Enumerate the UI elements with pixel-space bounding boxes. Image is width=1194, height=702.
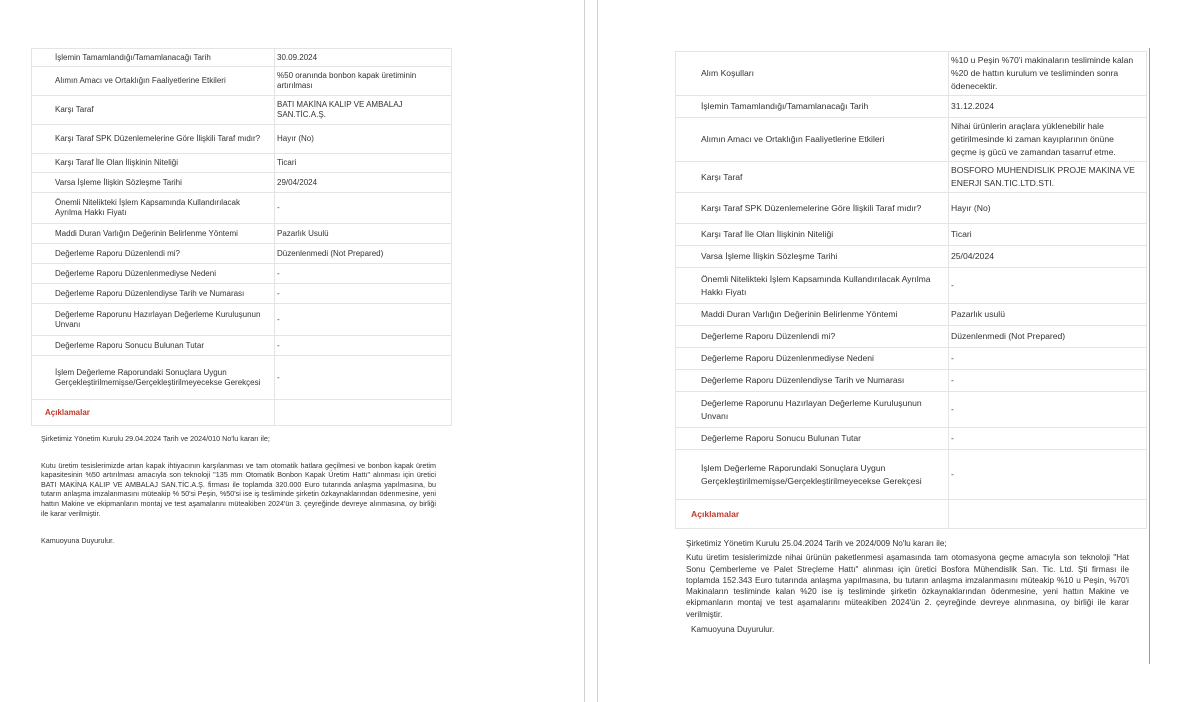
field-label: Alımın Amacı ve Ortaklığın Faaliyetlerine Etkileri xyxy=(676,118,949,162)
table-row xyxy=(676,268,1147,304)
field-label: Maddi Duran Varlığın Değerinin Belirlenme Yöntemi xyxy=(32,224,275,244)
field-value: Düzenlenmedi (Not Prepared) xyxy=(949,326,1147,348)
right-panel-border xyxy=(1149,48,1150,664)
table-row xyxy=(676,370,1147,392)
field-label: Karşı Taraf İle Olan İlişkinin Niteliği xyxy=(32,154,275,173)
table-row xyxy=(676,96,1147,118)
left-aciklamalar-title: Açıklamalar xyxy=(32,400,275,426)
left-closing: Kamuoyuna Duyurulur. xyxy=(41,536,115,546)
field-value: BATI MAKİNA KALIP VE AMBALAJ SAN.TİC.A.Ş. xyxy=(275,96,452,125)
field-label: Karşı Taraf SPK Düzenlemelerine Göre İlişkili Taraf mıdır? xyxy=(676,193,949,224)
left-intro: Şirketimiz Yönetim Kurulu 29.04.2024 Tarih ve 2024/010 No'lu kararı ile; xyxy=(41,434,270,443)
table-row xyxy=(32,67,452,96)
table-row xyxy=(32,49,452,67)
field-value: %10 u Peşin %70'i makinaların tesliminde kalan %20 de hattın kurulum ve tesliminden sonra ödenecektir. xyxy=(949,52,1147,96)
field-label: Değerleme Raporu Sonucu Bulunan Tutar xyxy=(32,336,275,356)
field-label: Değerleme Raporunu Hazırlayan Değerleme Kuruluşunun Unvanı xyxy=(676,392,949,428)
table-row xyxy=(676,52,1147,96)
panel-divider-left xyxy=(584,0,585,702)
field-value: Ticari xyxy=(275,154,452,173)
field-label: Değerleme Raporu Düzenlendi mi? xyxy=(676,326,949,348)
field-value: 25/04/2024 xyxy=(949,246,1147,268)
field-label: Maddi Duran Varlığın Değerinin Belirlenme Yöntemi xyxy=(676,304,949,326)
field-value: - xyxy=(275,264,452,284)
field-value: - xyxy=(949,428,1147,450)
field-label: İşlem Değerleme Raporundaki Sonuçlara Uygun Gerçekleştirilmemişse/Gerçekleştirilmeyecekse Gerekçesi xyxy=(32,356,275,400)
field-value: Düzenlenmedi (Not Prepared) xyxy=(275,244,452,264)
panel-divider-right xyxy=(597,0,598,702)
right-aciklamalar-empty xyxy=(949,500,1147,529)
right-document xyxy=(675,51,1147,635)
field-value: - xyxy=(949,370,1147,392)
table-row xyxy=(32,336,452,356)
field-value: Pazarlık Usulü xyxy=(275,224,452,244)
field-value: Pazarlık usulü xyxy=(949,304,1147,326)
table-row xyxy=(32,224,452,244)
field-value: - xyxy=(275,284,452,304)
field-label: Değerleme Raporu Sonucu Bulunan Tutar xyxy=(676,428,949,450)
field-value: - xyxy=(275,356,452,400)
field-label: İşlemin Tamamlandığı/Tamamlanacağı Tarih xyxy=(32,49,275,67)
table-row xyxy=(676,304,1147,326)
right-aciklamalar-title: Açıklamalar xyxy=(676,500,949,529)
left-aciklamalar-row xyxy=(32,400,452,426)
table-row xyxy=(676,224,1147,246)
table-row xyxy=(32,264,452,284)
field-label: Karşı Taraf SPK Düzenlemelerine Göre İlişkili Taraf mıdır? xyxy=(32,125,275,154)
table-row xyxy=(32,96,452,125)
field-value: - xyxy=(949,392,1147,428)
field-label: Önemli Nitelikteki İşlem Kapsamında Kullandırılacak Ayrılma Hakkı Fiyatı xyxy=(32,193,275,224)
table-row xyxy=(32,304,452,336)
right-body: Kutu üretim tesislerimizde nihai ürünün paketlenmesi aşamasında tam otomasyona geçme amacıyla son teknoloji "Hat Sonu Çemberleme ve Palet Streçleme Hattı" alınması için üretici Bosfora Mühendislik San. Tic. Ltd. Şti firması ile toplamda 152.343 Euro tutarında anlaşma yapılmasına, bu tutarın anlaşma imzalanmasını müteakip %10 u Peşin, %70'i Makinaların tesliminde kalan %20 ise iş tesliminde şirketin özkaynaklarından ödenmesine, yeni hattın Makine ve ekipmanların montaj ve test aşamalarını müteakiben 2024'ün 2. çeyreğinde devreye alınmasına, oy birliği ile karar verilmiştir. xyxy=(686,553,1129,619)
field-value: Nihai ürünlerin araçlara yüklenebilir hale getirilmesinde ki zaman kayıplarının önüne geçme iş gücü ve zamandan tasarruf etme. xyxy=(949,118,1147,162)
table-row xyxy=(32,173,452,193)
table-row xyxy=(676,348,1147,370)
field-label: Varsa İşleme İlişkin Sözleşme Tarihi xyxy=(32,173,275,193)
table-row xyxy=(676,392,1147,428)
field-label: İşlem Değerleme Raporundaki Sonuçlara Uygun Gerçekleştirilmemişse/Gerçekleştirilmeyecekse Gerekçesi xyxy=(676,450,949,500)
table-row xyxy=(676,326,1147,348)
field-label: Önemli Nitelikteki İşlem Kapsamında Kullandırılacak Ayrılma Hakkı Fiyatı xyxy=(676,268,949,304)
field-label: Alımın Amacı ve Ortaklığın Faaliyetlerine Etkileri xyxy=(32,67,275,96)
field-value: 31.12.2024 xyxy=(949,96,1147,118)
table-row xyxy=(32,125,452,154)
left-table-body xyxy=(32,49,452,400)
table-row xyxy=(676,246,1147,268)
right-aciklamalar-row xyxy=(676,500,1147,529)
field-value: 30.09.2024 xyxy=(275,49,452,67)
field-label: Varsa İşleme İlişkin Sözleşme Tarihi xyxy=(676,246,949,268)
field-label: Karşı Taraf xyxy=(32,96,275,125)
field-label: Değerleme Raporu Düzenlendiyse Tarih ve Numarası xyxy=(32,284,275,304)
field-label: Karşı Taraf İle Olan İlişkinin Niteliği xyxy=(676,224,949,246)
field-value: - xyxy=(275,193,452,224)
left-info-table xyxy=(31,48,452,426)
field-value: - xyxy=(949,348,1147,370)
table-row xyxy=(32,154,452,173)
table-row xyxy=(32,356,452,400)
field-value: 29/04/2024 xyxy=(275,173,452,193)
field-label: Alım Koşulları xyxy=(676,52,949,96)
field-value: Ticari xyxy=(949,224,1147,246)
table-row xyxy=(32,244,452,264)
field-label: Değerleme Raporu Düzenlenmediyse Nedeni xyxy=(676,348,949,370)
field-value: BOSFORO MUHENDISLIK PROJE MAKINA VE ENERJI SAN.TIC.LTD.STI. xyxy=(949,162,1147,193)
left-aciklamalar-empty xyxy=(275,400,452,426)
field-value: %50 oranında bonbon kapak üretiminin artırılması xyxy=(275,67,452,96)
left-document xyxy=(31,48,452,546)
field-label: İşlemin Tamamlandığı/Tamamlanacağı Tarih xyxy=(676,96,949,118)
left-announcement xyxy=(31,426,452,546)
right-table-body xyxy=(676,52,1147,500)
field-value: Hayır (No) xyxy=(275,125,452,154)
table-row xyxy=(676,118,1147,162)
field-value: - xyxy=(949,268,1147,304)
field-label: Değerleme Raporu Düzenlendiyse Tarih ve Numarası xyxy=(676,370,949,392)
right-intro: Şirketimiz Yönetim Kurulu 25.04.2024 Tarih ve 2024/009 No'lu kararı ile; xyxy=(686,539,947,548)
table-row xyxy=(32,284,452,304)
right-closing: Kamuoyuna Duyurulur. xyxy=(691,625,775,635)
table-row xyxy=(676,162,1147,193)
table-row xyxy=(676,193,1147,224)
field-label: Karşı Taraf xyxy=(676,162,949,193)
right-info-table xyxy=(675,51,1147,529)
field-value: Hayır (No) xyxy=(949,193,1147,224)
field-label: Değerleme Raporu Düzenlendi mi? xyxy=(32,244,275,264)
table-row xyxy=(676,450,1147,500)
right-announcement xyxy=(675,529,1147,635)
table-row xyxy=(676,428,1147,450)
field-value: - xyxy=(275,304,452,336)
table-row xyxy=(32,193,452,224)
field-value: - xyxy=(949,450,1147,500)
field-label: Değerleme Raporunu Hazırlayan Değerleme Kuruluşunun Unvanı xyxy=(32,304,275,336)
field-value: - xyxy=(275,336,452,356)
field-label: Değerleme Raporu Düzenlenmediyse Nedeni xyxy=(32,264,275,284)
left-body: Kutu üretim tesislerimizde artan kapak ihtiyacının karşılanması ve tam otomatik hatlara geçilmesi ve bonbon kapak üretim kapasitesinin %50 artırılması amacıyla son teknoloji "135 mm Otomatik Bonbon Kapak Üretim Hattı" alınması için üretici BATI MAKİNA KALIP VE AMBALAJ SAN.TİC.A.Ş. firması ile toplamda 320.000 Euro tutarında anlaşma yapılmasına, bu tutarın anlaşma imzalanmasını müteakip % 50'si Peşin, %50'si ise iş tesliminde şirketin özkaynaklarından ödenmesine, yeni hattın Makine ve ekipmanların montaj ve test aşamalarını müteakiben 2024'ün 3. çeyreğinde devreye alınmasına, oy birliği ile karar verilmiştir. xyxy=(41,460,436,518)
